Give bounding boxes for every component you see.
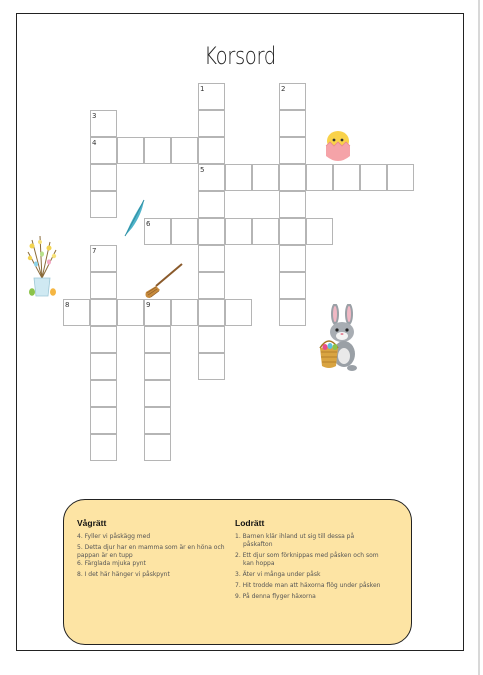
across-clues: [77, 518, 227, 582]
crossword-cell[interactable]: [90, 434, 117, 461]
scrollbar-edge: [478, 0, 480, 675]
crossword-cell[interactable]: [117, 299, 144, 326]
crossword-cell[interactable]: [333, 164, 360, 191]
bunny-with-basket-icon: [316, 304, 364, 372]
crossword-cell[interactable]: [198, 272, 225, 299]
broom-icon: [142, 262, 184, 300]
crossword-cell[interactable]: [198, 326, 225, 353]
crossword-cell[interactable]: [171, 218, 198, 245]
clues-panel: [63, 499, 412, 645]
crossword-cell[interactable]: [144, 353, 171, 380]
crossword-cell[interactable]: [225, 164, 252, 191]
crossword-cell[interactable]: [198, 245, 225, 272]
crossword-cell[interactable]: [252, 218, 279, 245]
down-heading: Lodrätt: [235, 518, 265, 528]
crossword-cell[interactable]: [279, 137, 306, 164]
clue-number-6: 6: [146, 220, 151, 228]
crossword-cell[interactable]: [144, 137, 171, 164]
clue-number-2: 2: [281, 85, 286, 93]
clue-number-8: 8: [65, 301, 70, 309]
clue-number-3: 3: [92, 112, 97, 120]
crossword-cell[interactable]: [144, 380, 171, 407]
crossword-cell[interactable]: [279, 218, 306, 245]
clue-down-1: 1. Barnen klär ihland ut sig till dessa på påskafton: [235, 533, 355, 548]
crossword-cell[interactable]: [225, 299, 252, 326]
crossword-cell[interactable]: [279, 272, 306, 299]
clue-across-4: 4. Fyller vi påskägg med: [77, 533, 151, 540]
crossword-cell[interactable]: [171, 137, 198, 164]
crossword-cell[interactable]: [279, 245, 306, 272]
crossword-cell[interactable]: [90, 380, 117, 407]
chick-in-egg-icon: [320, 124, 356, 166]
crossword-cell[interactable]: [144, 407, 171, 434]
crossword-cell[interactable]: [90, 164, 117, 191]
crossword-cell[interactable]: [279, 164, 306, 191]
clue-number-7: 7: [92, 247, 97, 255]
down-clues: [235, 518, 385, 604]
feather-icon: [122, 198, 151, 238]
crossword-cell[interactable]: [144, 434, 171, 461]
crossword-cell[interactable]: [90, 191, 117, 218]
crossword-cell[interactable]: [279, 299, 306, 326]
crossword-cell[interactable]: [198, 137, 225, 164]
clue-across-6: 6. Färglada mjuka pynt: [77, 560, 146, 567]
clue-across-5: 5. Detta djur har en mamma som är en höna och pappan är en tupp: [77, 544, 225, 559]
crossword-cell[interactable]: [252, 164, 279, 191]
crossword-cell[interactable]: [198, 110, 225, 137]
clue-number-4: 4: [92, 139, 97, 147]
crossword-cell[interactable]: [360, 164, 387, 191]
clue-down-2: 2. Ett djur som förknippas med påsken och som kan hoppa: [235, 552, 379, 567]
crossword-cell[interactable]: [90, 326, 117, 353]
crossword-cell[interactable]: [117, 137, 144, 164]
crossword-cell[interactable]: [387, 164, 414, 191]
crossword-cell[interactable]: [198, 218, 225, 245]
across-heading: Vågrätt: [77, 518, 107, 528]
clue-down-3: 3. Äter vi många under påsk: [235, 571, 321, 578]
easter-branches-icon: [22, 234, 62, 298]
crossword-cell[interactable]: [171, 299, 198, 326]
crossword-cell[interactable]: [198, 191, 225, 218]
clue-number-9: 9: [146, 301, 151, 309]
clue-across-8: 8. I det här hänger vi påskpynt: [77, 571, 170, 578]
clue-number-1: 1: [200, 85, 205, 93]
clue-down-9: 9. På denna flyger häxorna: [235, 593, 316, 600]
crossword-cell[interactable]: [279, 110, 306, 137]
crossword-cell[interactable]: [90, 299, 117, 326]
clue-down-7: 7. Hit trodde man att häxorna flög under påsken: [235, 582, 381, 589]
crossword-cell[interactable]: [198, 353, 225, 380]
crossword-cell[interactable]: [90, 407, 117, 434]
crossword-cell[interactable]: [90, 272, 117, 299]
clue-number-5: 5: [200, 166, 205, 174]
crossword-cell[interactable]: [225, 218, 252, 245]
page-title: Korsord: [204, 42, 276, 70]
crossword-cell[interactable]: [306, 218, 333, 245]
crossword-cell[interactable]: [306, 164, 333, 191]
crossword-cell[interactable]: [144, 326, 171, 353]
crossword-cell[interactable]: [90, 353, 117, 380]
crossword-cell[interactable]: [279, 191, 306, 218]
crossword-cell[interactable]: [198, 299, 225, 326]
